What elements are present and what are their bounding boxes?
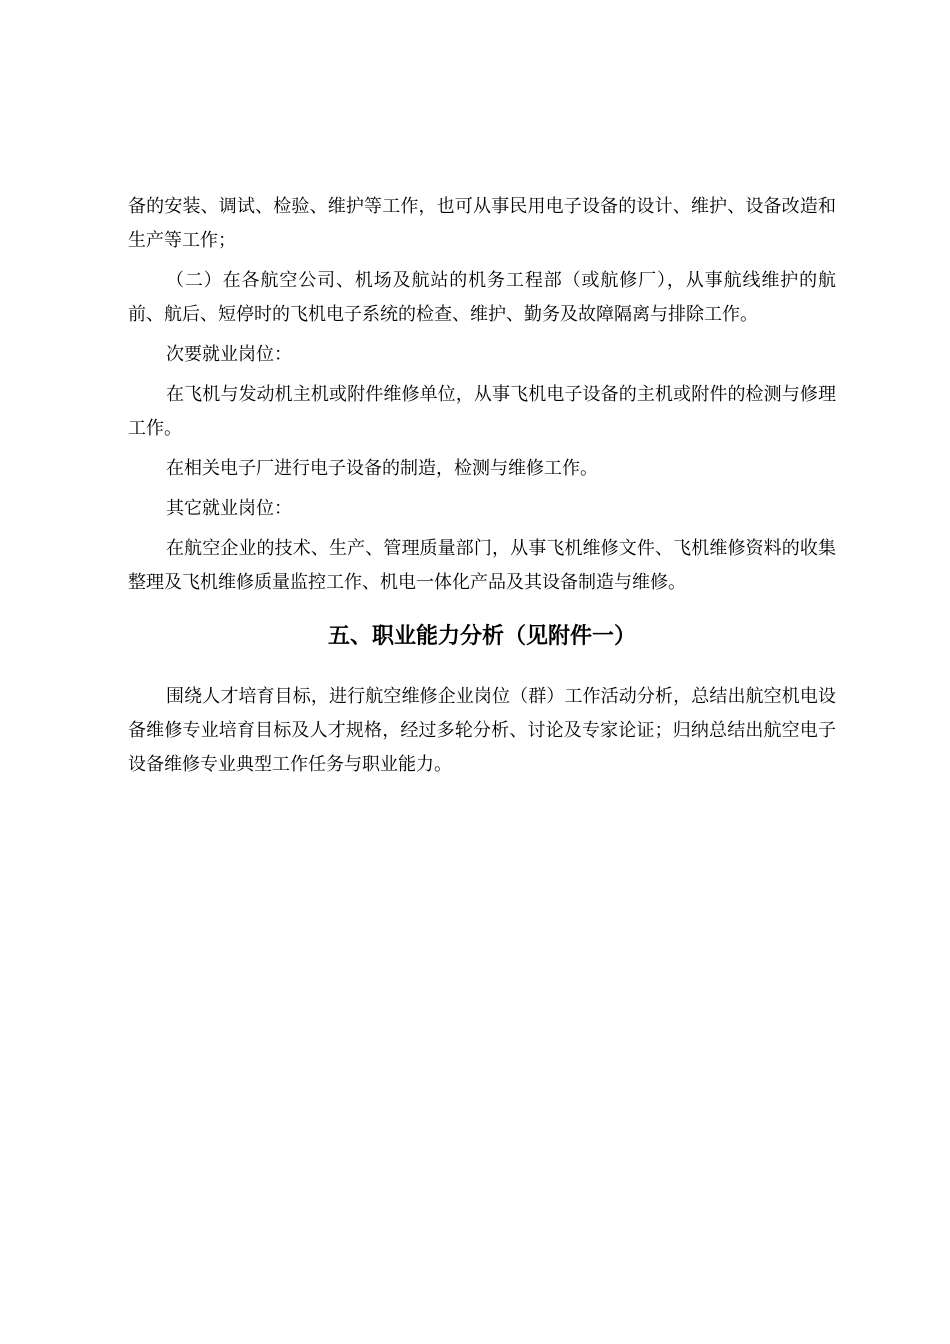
paragraph-item-2: （二）在各航空公司、机场及航站的机务工程部（或航修厂），从事航线维护的航前、航后、短停时的飞机电子系统的检查、维护、勤务及故障隔离与排除工作。 [128, 270, 836, 325]
secondary-jobs-title: 次要就业岗位： [166, 344, 292, 365]
paragraph-secondary-2: 在相关电子厂进行电子设备的制造，检测与维修工作。 [166, 458, 598, 479]
document-body [128, 190, 836, 788]
section-heading: 五、职业能力分析（见附件一） [327, 624, 636, 649]
paragraph-section5-body: 围绕人才培育目标，进行航空维修企业岗位（群）工作活动分析，总结出航空机电设备维修专业培育目标及人才规格，经过多轮分析、讨论及专家论证；归纳总结出航空电子设备维修专业典型工作任务与职业能力。 [128, 686, 836, 775]
other-jobs-title: 其它就业岗位： [166, 498, 292, 519]
paragraph-other-1: 在航空企业的技术、生产、管理质量部门，从事飞机维修文件、飞机维修资料的收集整理及飞机维修质量监控工作、机电一体化产品及其设备制造与维修。 [128, 538, 836, 593]
paragraph-continuation: 备的安装、调试、检验、维护等工作，也可从事民用电子设备的设计、维护、设备改造和生产等工作； [128, 196, 836, 251]
paragraph-secondary-1: 在飞机与发动机主机或附件维修单位，从事飞机电子设备的主机或附件的检测与修理工作。 [128, 384, 836, 439]
